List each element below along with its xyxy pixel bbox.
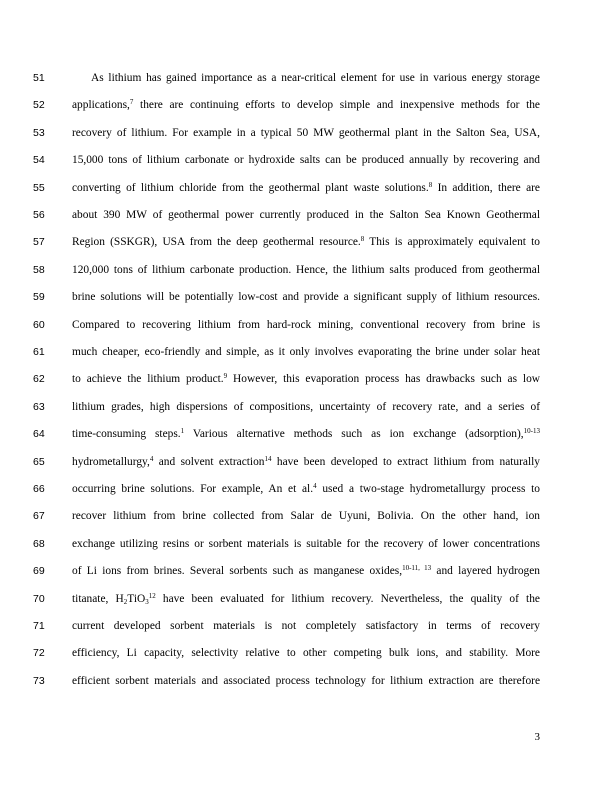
text-run: time-consuming steps. [72, 428, 181, 441]
line-number: 73 [33, 674, 45, 687]
text-run: and layered hydrogen [431, 565, 540, 578]
page-number: 3 [534, 731, 540, 743]
line-text [72, 563, 540, 579]
text-run: have been developed to extract lithium from naturally [271, 455, 540, 468]
line-number: 56 [33, 209, 45, 221]
manuscript-line [0, 563, 612, 579]
line-number: 67 [33, 510, 45, 523]
citation-superscript: 1 [180, 427, 185, 436]
text-run: about 390 MW of geothermal power currently produced in the Salton Sea Known Geothermal [72, 209, 540, 221]
line-number: 65 [33, 455, 45, 468]
citation-superscript: 7 [129, 98, 134, 107]
line-number: 63 [33, 400, 45, 413]
text-run: much cheaper, eco-friendly and simple, as it only involves evaporating the brine under solar heat [72, 346, 540, 358]
text-run: occurring brine solutions. For example, An et al. [72, 483, 314, 495]
citation-superscript: 4 [149, 454, 154, 463]
line-number: 68 [33, 537, 45, 550]
text-run: and solvent extraction [153, 455, 265, 468]
line-text [72, 591, 540, 607]
line-number: 66 [33, 483, 45, 495]
line-text [72, 371, 540, 387]
citation-superscript: 14 [264, 454, 272, 463]
line-number: 55 [33, 181, 45, 194]
text-run: to achieve the lithium product. [72, 373, 224, 386]
line-text [72, 152, 540, 168]
text-run: hydrometallurgy, [72, 455, 150, 468]
manuscript-line [0, 618, 612, 634]
line-number: 59 [33, 291, 45, 304]
text-run: used a two-stage hydrometallurgy process to [316, 483, 540, 495]
text-run: Various alternative methods such as ion exchange (adsorption), [184, 428, 524, 441]
citation-superscript: 10-11, 13 [402, 564, 432, 573]
text-run: recover lithium from brine collected from Salar de Uyuni, Bolivia. On the other hand, ion [72, 510, 540, 523]
text-run: have been evaluated for lithium recovery. Nevertheless, the quality of the [155, 592, 540, 605]
line-text [72, 125, 540, 141]
line-number: 70 [33, 592, 45, 605]
line-text [72, 180, 540, 196]
line-text [72, 262, 540, 278]
manuscript-line [0, 536, 612, 552]
line-number: 64 [33, 428, 45, 441]
text-run: 15,000 tons of lithium carbonate or hydroxide salts can be produced annually by recovering and [72, 154, 540, 167]
text-run: applications, [72, 99, 130, 112]
line-text [72, 97, 540, 113]
text-run: As lithium has gained importance as a near-critical element for use in various energy storage [91, 72, 540, 84]
line-text [72, 426, 540, 442]
manuscript-line [0, 262, 612, 278]
text-run: recovery of lithium. For example in a typical 50 MW geothermal plant in the Salton Sea, USA, [72, 126, 540, 139]
manuscript-line [0, 344, 612, 360]
line-number: 51 [33, 72, 45, 84]
text-run: efficient sorbent materials and associated process technology for lithium extraction are therefore [72, 674, 540, 687]
citation-superscript: 9 [223, 372, 228, 381]
manuscript-line [0, 508, 612, 524]
manuscript-line [0, 70, 612, 86]
text-run: there are continuing efforts to develop simple and inexpensive methods for the [133, 99, 540, 112]
text-run: However, this evaporation process has drawbacks such as low [227, 373, 540, 386]
manuscript-line [0, 152, 612, 168]
text-run: lithium grades, high dispersions of compositions, uncertainty of recovery rate, and a series of [72, 400, 540, 413]
manuscript-line [0, 481, 612, 497]
text-run: efficiency, Li capacity, selectivity relative to other competing bulk ions, and stability. More [72, 647, 540, 660]
text-run: exchange utilizing resins or sorbent materials is suitable for the recovery of lower concentrations [72, 537, 540, 550]
text-run: brine solutions will be potentially low-cost and provide a significant supply of lithium resources. [72, 291, 540, 304]
line-text [72, 344, 540, 360]
manuscript-line [0, 454, 612, 470]
subscript: 3 [145, 597, 149, 606]
manuscript-line [0, 399, 612, 415]
line-text [72, 673, 540, 689]
line-text [72, 289, 540, 305]
line-number: 54 [33, 154, 45, 167]
text-run: This is approximately equivalent to [364, 236, 540, 249]
manuscript-line [0, 426, 612, 442]
line-number: 61 [33, 346, 45, 358]
manuscript-line [0, 673, 612, 689]
text-run: Region (SSKGR), USA from the deep geothermal resource. [72, 236, 361, 249]
citation-superscript: 12 [148, 591, 156, 600]
line-text [72, 618, 540, 634]
manuscript-line [0, 125, 612, 141]
text-run: Compared to recovering lithium from hard-rock mining, conventional recovery from brine is [72, 318, 540, 331]
line-number: 62 [33, 373, 45, 386]
manuscript-line [0, 97, 612, 113]
citation-superscript: 8 [428, 180, 433, 189]
manuscript-line [0, 180, 612, 196]
subscript: 2 [123, 597, 128, 606]
line-text [72, 399, 540, 415]
line-text [72, 645, 540, 661]
text-run: 120,000 tons of lithium carbonate production. Hence, the lithium salts produced from geothermal [72, 263, 540, 276]
text-run: In addition, there are [432, 181, 540, 194]
text-run: current developed sorbent materials is not completely satisfactory in terms of recovery [72, 620, 540, 632]
line-text [72, 508, 540, 524]
line-number: 60 [33, 318, 45, 331]
manuscript-line [0, 207, 612, 223]
line-text [72, 481, 540, 497]
manuscript-line [0, 591, 612, 607]
citation-superscript: 10-13 [523, 427, 540, 436]
text-run: TiO [127, 592, 146, 605]
text-run: converting of lithium chloride from the geothermal plant waste solutions. [72, 181, 429, 194]
line-text [72, 234, 540, 250]
line-number: 53 [33, 126, 45, 139]
manuscript-line [0, 289, 612, 305]
line-number: 72 [33, 647, 45, 660]
line-text [72, 536, 540, 552]
line-number: 52 [33, 99, 45, 112]
line-number: 57 [33, 236, 45, 249]
manuscript-line [0, 371, 612, 387]
line-number: 69 [33, 565, 45, 578]
text-run: of Li ions from brines. Several sorbents such as manganese oxides, [72, 565, 403, 578]
citation-superscript: 8 [360, 235, 365, 244]
text-run: titanate, H [72, 592, 124, 605]
line-text [91, 70, 540, 86]
manuscript-line [0, 645, 612, 661]
line-text [72, 207, 540, 223]
line-text [72, 317, 540, 333]
manuscript-line [0, 234, 612, 250]
line-number: 58 [33, 263, 45, 276]
citation-superscript: 4 [313, 482, 317, 490]
line-number: 71 [33, 620, 45, 632]
manuscript-line [0, 317, 612, 333]
line-text [72, 454, 540, 470]
